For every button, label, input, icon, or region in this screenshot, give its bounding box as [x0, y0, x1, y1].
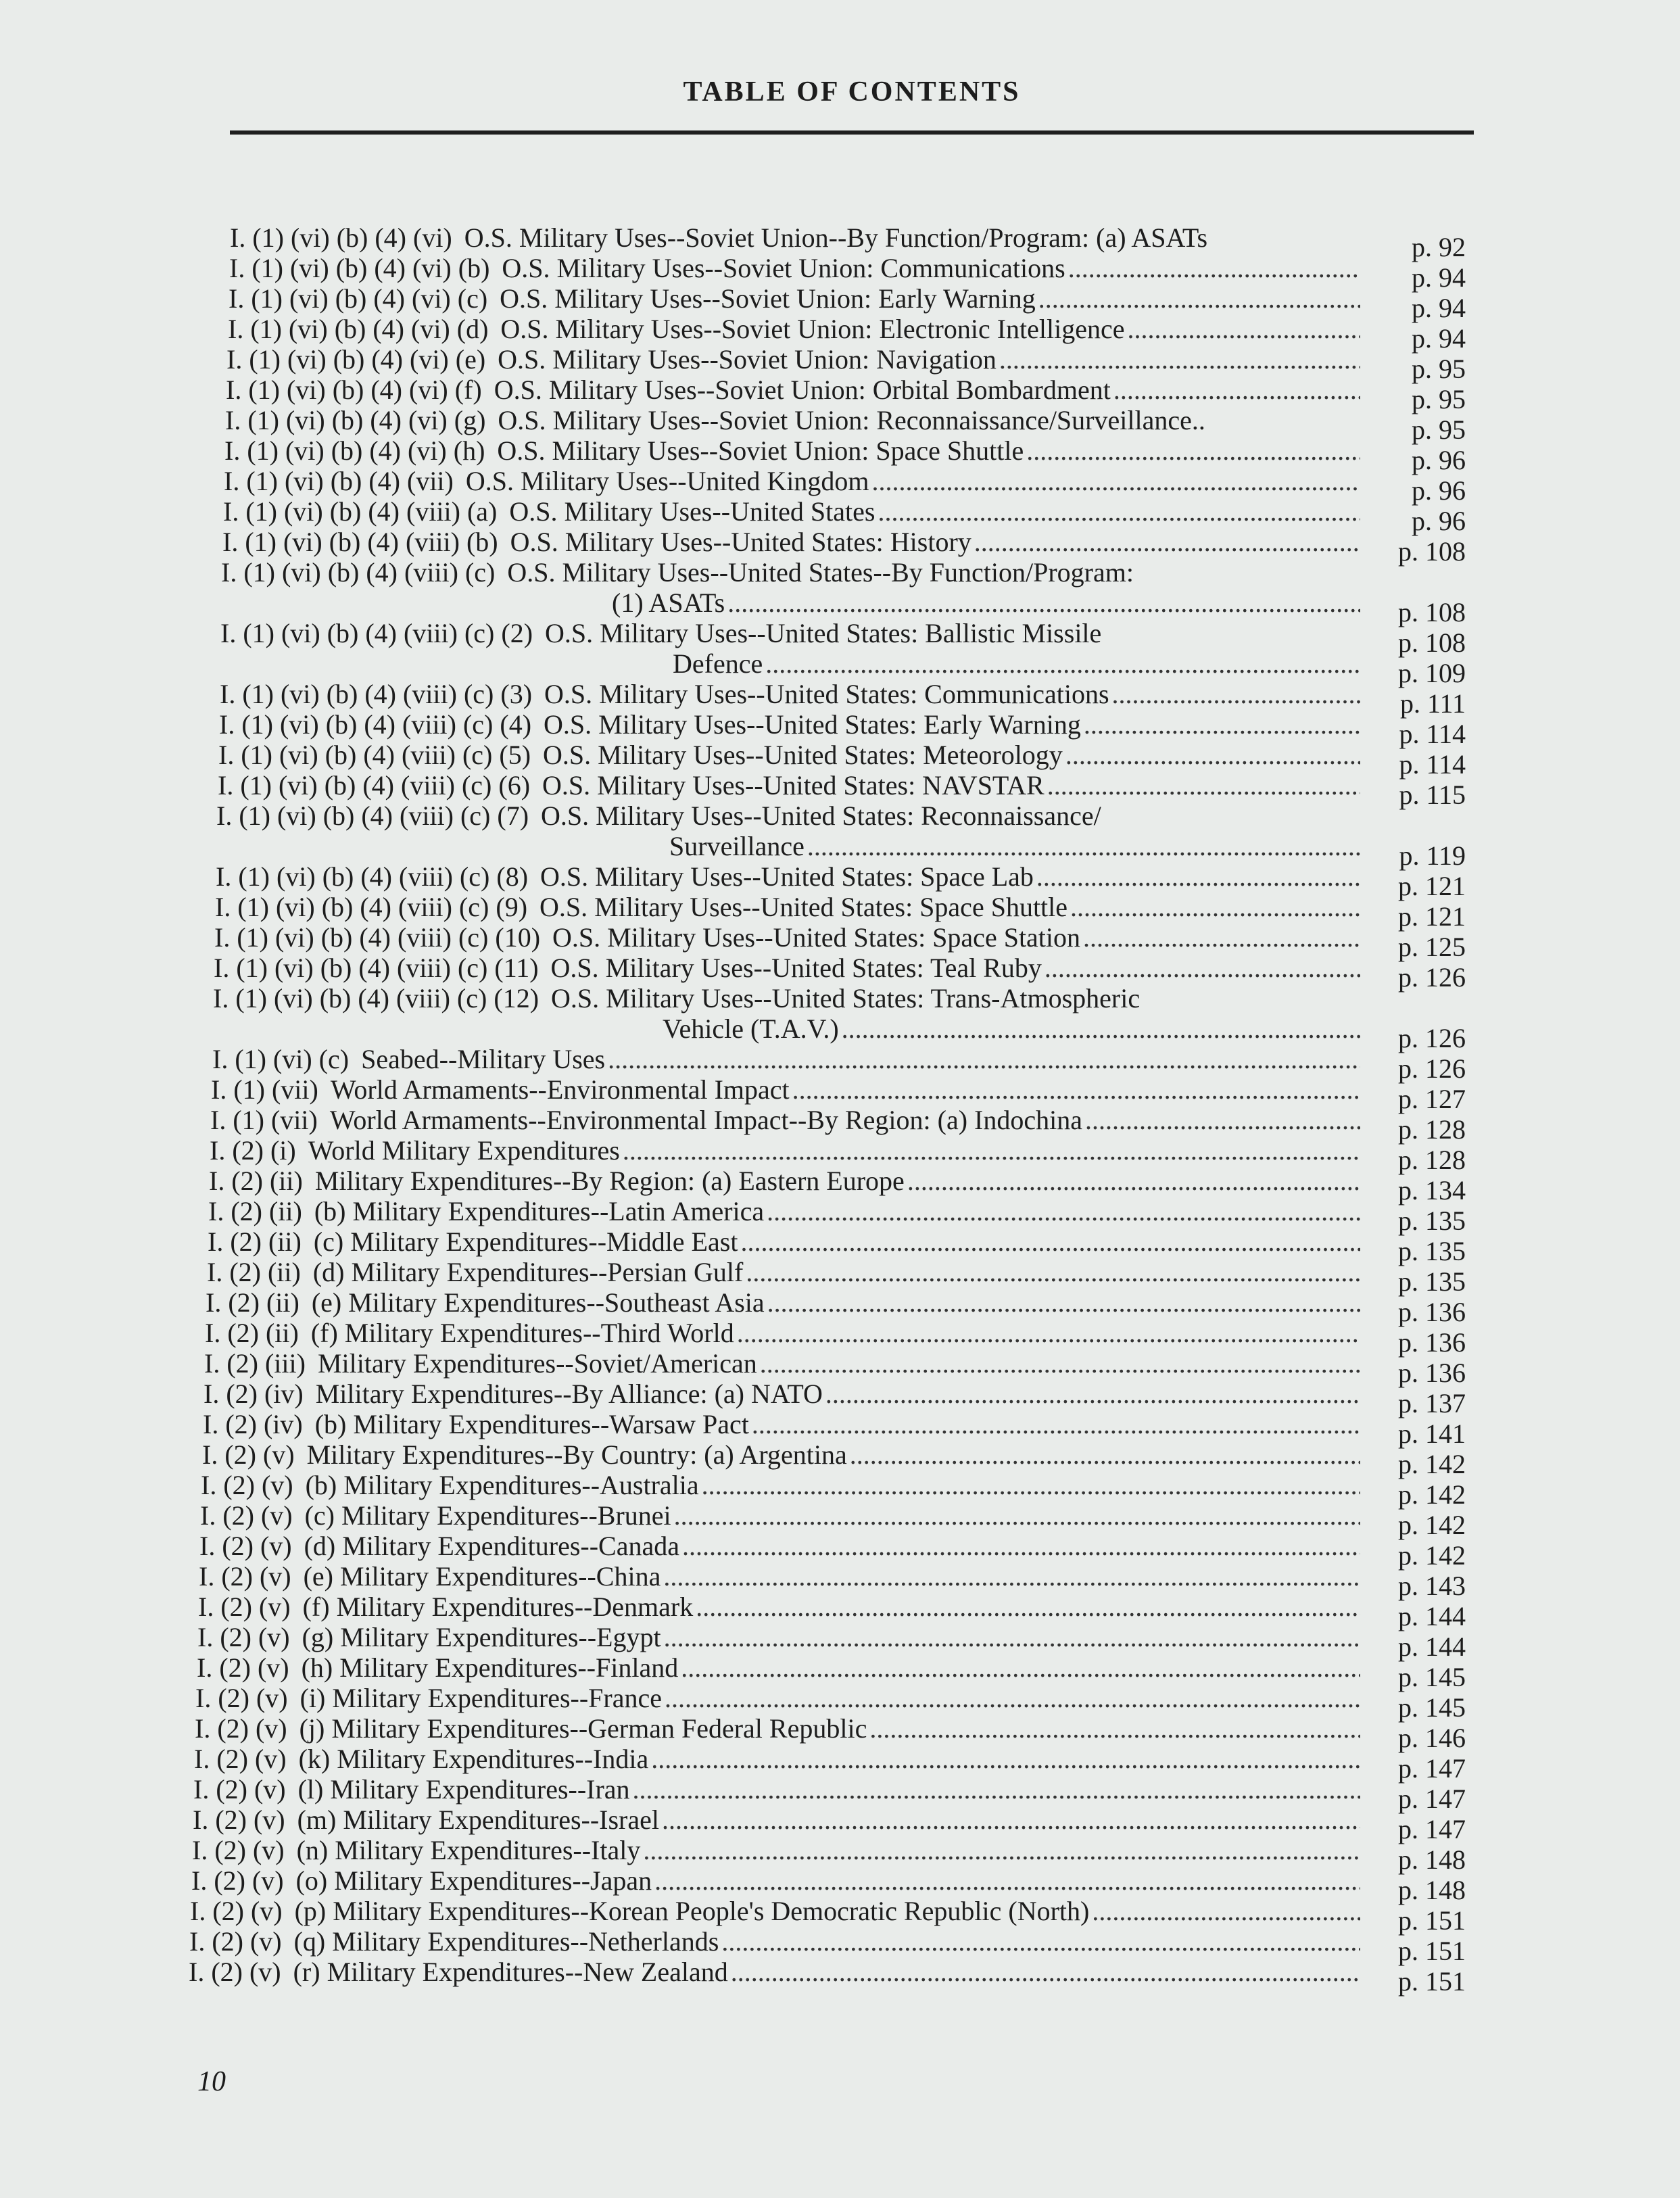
entry-number: I. (2) (v)	[195, 1683, 288, 1713]
dot-leader	[1026, 436, 1360, 466]
entry-number: I. (1) (vi) (b) (4) (viii) (c)	[221, 557, 496, 588]
dot-leader	[1045, 953, 1360, 983]
dot-leader	[702, 1471, 1360, 1500]
dot-leader	[643, 1836, 1360, 1865]
entry-page: p. 151	[1398, 1936, 1466, 1966]
entry-page: p. 119	[1399, 840, 1466, 871]
toc-entry	[230, 222, 1466, 262]
toc-entry	[197, 1652, 1466, 1692]
toc-entry	[202, 1439, 1466, 1479]
dot-leader	[1083, 923, 1360, 953]
toc-entry	[193, 1805, 1466, 1844]
entry-title: World Armaments--Environmental Impact--By Region: (a) Indochina	[329, 1105, 1082, 1135]
toc-entry	[226, 375, 1466, 414]
entry-title: (g) Military Expenditures--Egypt	[302, 1622, 661, 1652]
toc-entry	[192, 1835, 1466, 1875]
toc-entry	[189, 1926, 1466, 1966]
toc-entry	[229, 253, 1466, 293]
entry-title: O.S. Military Uses--Soviet Union--By Function/Program: (a) ASATs	[464, 222, 1208, 253]
entry-title: (k) Military Expenditures--India	[298, 1744, 649, 1774]
entry-page: p. 144	[1398, 1631, 1466, 1662]
entry-page: p. 142	[1398, 1449, 1466, 1479]
entry-page: p. 144	[1398, 1601, 1466, 1631]
entry-page: p. 108	[1398, 597, 1466, 627]
entry-number: I. (2) (v)	[200, 1500, 293, 1531]
entry-number: I. (2) (ii)	[206, 1287, 299, 1318]
entry-page: p. 114	[1399, 719, 1466, 749]
toc-entry	[220, 618, 1466, 658]
entry-page: p. 127	[1398, 1084, 1466, 1114]
entry-title: O.S. Military Uses--United States: Reconnaissance/	[541, 801, 1101, 831]
entry-number: I. (2) (v)	[197, 1622, 290, 1652]
toc-entry	[199, 1561, 1466, 1601]
entry-number: I. (2) (v)	[197, 1652, 289, 1683]
entry-number: I. (1) (vi) (b) (4) (viii) (c) (6)	[218, 770, 531, 801]
entry-number: I. (2) (ii)	[208, 1196, 302, 1226]
entry-number: I. (1) (vi) (c)	[212, 1044, 350, 1074]
entry-title: Defence	[673, 648, 763, 679]
entry-title: (i) Military Expenditures--France	[299, 1683, 662, 1713]
dot-leader	[842, 1014, 1360, 1044]
dot-leader	[767, 1197, 1360, 1226]
entry-page: p. 151	[1398, 1905, 1466, 1936]
entry-title: (p) Military Expenditures--Korean People's Democratic Republic (North)	[294, 1896, 1090, 1926]
entry-number: I. (2) (ii)	[208, 1226, 302, 1257]
entry-number: I. (2) (v)	[202, 1439, 295, 1470]
entry-title: (j) Military Expenditures--German Federal Republic	[299, 1713, 867, 1744]
entry-title: O.S. Military Uses--United States: Communications	[544, 679, 1109, 709]
entry-title: Military Expenditures--By Alliance: (a) NATO	[315, 1379, 823, 1409]
entry-page: p. 135	[1398, 1266, 1466, 1297]
dot-leader	[752, 1410, 1360, 1439]
dot-leader	[792, 1075, 1360, 1105]
dot-leader	[663, 1562, 1360, 1592]
entry-page: p. 146	[1398, 1723, 1466, 1753]
entry-title: (1) ASATs	[612, 588, 725, 618]
entry-title: (q) Military Expenditures--Netherlands	[293, 1926, 719, 1957]
toc-entry	[222, 527, 1466, 567]
toc-entry	[225, 405, 1466, 445]
entry-number: I. (2) (iv)	[203, 1409, 303, 1439]
entry-title: O.S. Military Uses--United States: Space Shuttle	[539, 892, 1068, 922]
dot-leader	[1092, 1896, 1360, 1926]
entry-page: p. 135	[1398, 1236, 1466, 1266]
dot-leader	[740, 1227, 1360, 1257]
toc-entry	[212, 1044, 1466, 1084]
entry-title: (e) Military Expenditures--China	[303, 1561, 661, 1592]
entry-page: p. 136	[1398, 1358, 1466, 1388]
entry-page: p. 142	[1398, 1510, 1466, 1540]
dot-leader	[974, 527, 1360, 557]
entry-title: O.S. Military Uses--United States: Ballistic Missile	[545, 618, 1102, 648]
entry-number: I. (2) (v)	[189, 1957, 281, 1987]
entry-number: I. (1) (vi) (b) (4) (viii) (c) (11)	[214, 953, 539, 983]
entry-title: (d) Military Expenditures--Canada	[304, 1531, 679, 1561]
toc-entry	[195, 1683, 1466, 1723]
entry-page: p. 135	[1398, 1205, 1466, 1236]
entry-number: I. (2) (i)	[210, 1135, 296, 1166]
entry-number: I. (1) (vi) (b) (4) (viii) (c) (3)	[220, 679, 533, 709]
entry-number: I. (2) (v)	[193, 1774, 286, 1805]
dot-leader	[907, 1166, 1360, 1196]
entry-number: I. (1) (vi) (b) (4) (viii) (c) (7)	[216, 801, 529, 831]
entry-page: p. 111	[1399, 688, 1466, 719]
dot-leader	[1128, 314, 1360, 344]
entry-page: p. 115	[1399, 780, 1466, 810]
entry-title: O.S. Military Uses--Soviet Union: Space Shuttle	[497, 435, 1024, 466]
entry-title: (c) Military Expenditures--Middle East	[313, 1226, 738, 1257]
dot-leader	[662, 1805, 1360, 1835]
entry-number: I. (2) (v)	[199, 1531, 292, 1561]
toc-entry	[203, 1409, 1466, 1449]
entry-page: p. 128	[1398, 1145, 1466, 1175]
toc-entry	[208, 1196, 1466, 1236]
entry-title: (e) Military Expenditures--Southeast Asia	[311, 1287, 765, 1318]
entry-number: I. (1) (vi) (b) (4) (viii) (b)	[222, 527, 498, 557]
entry-number: I. (2) (v)	[198, 1592, 291, 1622]
entry-page: p. 141	[1398, 1418, 1466, 1449]
toc-entry	[205, 1318, 1466, 1358]
entry-title: O.S. Military Uses--Soviet Union: Electronic Intelligence	[500, 314, 1125, 344]
entry-number: I. (1) (vi) (b) (4) (vi) (h)	[224, 435, 485, 466]
entry-number: I. (2) (ii)	[205, 1318, 299, 1348]
entry-page: p. 148	[1398, 1844, 1466, 1875]
toc-entry	[211, 1074, 1466, 1114]
toc-entry	[214, 922, 1466, 962]
toc-entry	[214, 953, 1466, 993]
entry-number: I. (1) (vi) (b) (4) (vii)	[224, 466, 454, 496]
entry-title: O.S. Military Uses--United States: NAVSTAR	[542, 770, 1045, 801]
dot-leader	[1047, 771, 1360, 801]
entry-title: Military Expenditures--Soviet/American	[317, 1348, 757, 1379]
dot-leader	[767, 1288, 1360, 1318]
toc-entry	[221, 558, 1466, 588]
entry-page: p. 128	[1398, 1114, 1466, 1145]
page-title: TABLE OF CONTENTS	[683, 76, 1021, 107]
toc-entry	[213, 984, 1466, 1013]
toc-entry	[224, 435, 1466, 475]
entry-number: I. (2) (v)	[193, 1805, 285, 1835]
entry-title: Military Expenditures--By Country: (a) Argentina	[306, 1439, 847, 1470]
entry-title: World Armaments--Environmental Impact	[330, 1074, 790, 1105]
dot-leader	[651, 1744, 1360, 1774]
entry-title: O.S. Military Uses--United States: Teal Ruby	[550, 953, 1042, 983]
dot-leader	[1112, 679, 1360, 709]
toc-entry	[203, 1379, 1466, 1418]
entry-title: (n) Military Expenditures--Italy	[296, 1835, 641, 1865]
entry-page: p. 147	[1398, 1814, 1466, 1844]
toc-entry	[226, 344, 1466, 384]
dot-leader	[654, 1866, 1360, 1896]
entry-page: p. 147	[1398, 1784, 1466, 1814]
toc-entry	[191, 1865, 1466, 1905]
entry-title: O.S. Military Uses--United States: Meteorology	[543, 740, 1063, 770]
entry-number: I. (1) (vi) (b) (4) (vi) (c)	[229, 283, 488, 314]
toc-entry	[219, 709, 1466, 749]
page-number: 10	[197, 2066, 226, 2097]
entry-title: O.S. Military Uses--Soviet Union: Communications	[502, 253, 1065, 283]
entry-page: p. 108	[1398, 536, 1466, 567]
entry-page: p. 96	[1412, 475, 1466, 506]
entry-page: p. 114	[1399, 749, 1466, 780]
entry-page: p. 136	[1398, 1297, 1466, 1327]
entry-number: I. (1) (vi) (b) (4) (viii) (c) (4)	[219, 709, 532, 740]
entry-page: p. 95	[1412, 414, 1466, 445]
entry-title: (h) Military Expenditures--Finland	[301, 1652, 679, 1683]
dot-leader	[674, 1501, 1360, 1531]
entry-title: Military Expenditures--By Region: (a) Eastern Europe	[314, 1166, 905, 1196]
entry-title: World Military Expenditures	[308, 1135, 620, 1166]
entry-page: p. 126	[1398, 1023, 1466, 1053]
entry-number: I. (1) (vii)	[210, 1105, 318, 1135]
entry-title: O.S. Military Uses--Soviet Union: Early Warning	[500, 283, 1036, 314]
entry-page: p. 121	[1398, 901, 1466, 932]
dot-leader	[731, 1957, 1360, 1987]
entry-page: p. 126	[1398, 1053, 1466, 1084]
entry-number: I. (2) (ii)	[207, 1257, 301, 1287]
entry-page: p. 142	[1398, 1540, 1466, 1571]
entry-page: p. 142	[1398, 1479, 1466, 1510]
entry-title: (o) Military Expenditures--Japan	[295, 1865, 652, 1896]
dot-leader	[807, 832, 1360, 861]
entry-page: p. 96	[1412, 506, 1466, 536]
entry-number: I. (1) (vi) (b) (4) (viii) (c) (12)	[213, 983, 539, 1013]
entry-title: (c) Military Expenditures--Brunei	[304, 1500, 671, 1531]
toc-entry-continuation	[612, 588, 1466, 627]
dot-leader	[765, 649, 1360, 679]
entry-page: p. 94	[1412, 293, 1466, 323]
entry-page: p. 109	[1398, 658, 1466, 688]
toc-entry	[209, 1166, 1466, 1205]
entry-number: I. (2) (v)	[199, 1561, 291, 1592]
dot-leader	[737, 1318, 1360, 1348]
toc-entry	[197, 1622, 1466, 1662]
entry-number: I. (1) (vi) (b) (4) (viii) (c) (5)	[218, 740, 531, 770]
toc-entry	[218, 740, 1466, 780]
toc-entry-continuation	[673, 648, 1466, 688]
toc-entry-continuation	[663, 1013, 1466, 1053]
dot-leader	[633, 1775, 1360, 1805]
toc-entry-continuation	[669, 831, 1466, 871]
toc-entry	[210, 1105, 1466, 1145]
toc-entry	[195, 1713, 1466, 1753]
toc-entry	[208, 1226, 1466, 1266]
dot-leader	[682, 1531, 1360, 1561]
entry-number: I. (2) (v)	[192, 1835, 285, 1865]
entry-title: O.S. Military Uses--Soviet Union: Reconnaissance/Surveillance..	[498, 405, 1205, 435]
entry-number: I. (2) (v)	[190, 1896, 283, 1926]
entry-page: p. 148	[1398, 1875, 1466, 1905]
dot-leader	[696, 1592, 1360, 1622]
toc-entry	[204, 1348, 1466, 1388]
entry-page: p. 92	[1412, 232, 1466, 262]
entry-title: (d) Military Expenditures--Persian Gulf	[312, 1257, 744, 1287]
toc-entry	[200, 1500, 1466, 1540]
toc-entry	[199, 1531, 1466, 1571]
entry-title: O.S. Military Uses--United Kingdom	[465, 466, 869, 496]
dot-leader	[665, 1683, 1360, 1713]
toc-entry	[228, 314, 1466, 354]
entry-title: O.S. Military Uses--United States	[509, 496, 875, 527]
dot-leader	[825, 1379, 1360, 1409]
dot-leader	[727, 588, 1360, 618]
dot-leader	[721, 1927, 1360, 1957]
entry-number: I. (1) (vi) (b) (4) (vi) (b)	[229, 253, 490, 283]
dot-leader	[1085, 1105, 1360, 1135]
toc-entry	[210, 1135, 1466, 1175]
entry-page: p. 121	[1398, 871, 1466, 901]
entry-title: O.S. Military Uses--United States: Early Warning	[544, 709, 1081, 740]
dot-leader	[869, 1714, 1360, 1744]
entry-title: Seabed--Military Uses	[361, 1044, 606, 1074]
entry-page: p. 151	[1398, 1966, 1466, 1997]
entry-page: p. 108	[1398, 627, 1466, 658]
entry-title: O.S. Military Uses--United States: History	[510, 527, 971, 557]
entry-title: O.S. Military Uses--United States: Space Station	[552, 922, 1081, 953]
toc-entry	[189, 1957, 1466, 1997]
entry-number: I. (1) (vi) (b) (4) (viii) (a)	[223, 496, 498, 527]
dot-leader	[1113, 375, 1360, 405]
entry-title: Surveillance	[669, 831, 805, 861]
toc-entry	[215, 892, 1466, 932]
entry-number: I. (2) (iv)	[203, 1379, 304, 1409]
entry-title: (r) Military Expenditures--New Zealand	[293, 1957, 728, 1987]
entry-title: O.S. Military Uses--United States: Trans-Atmospheric	[551, 983, 1141, 1013]
dot-leader	[872, 467, 1361, 496]
entry-number: I. (2) (ii)	[209, 1166, 303, 1196]
entry-number: I. (1) (vii)	[211, 1074, 318, 1105]
dot-leader	[999, 345, 1360, 375]
entry-number: I. (2) (iii)	[204, 1348, 306, 1379]
entry-page: p. 134	[1398, 1175, 1466, 1205]
toc-entry	[190, 1896, 1466, 1936]
entry-number: I. (1) (vi) (b) (4) (vi) (f)	[226, 375, 482, 405]
entry-number: I. (1) (vi) (b) (4) (viii) (c) (9)	[215, 892, 528, 922]
entry-title: (b) Military Expenditures--Australia	[305, 1470, 699, 1500]
entry-title: (b) Military Expenditures--Latin America	[314, 1196, 765, 1226]
entry-title: O.S. Military Uses--Soviet Union: Navigation	[498, 344, 997, 375]
entry-title: O.S. Military Uses--United States--By Function/Program:	[507, 557, 1134, 588]
entry-number: I. (1) (vi) (b) (4) (vi) (g)	[225, 405, 486, 435]
dot-leader	[664, 1623, 1360, 1652]
dot-leader	[760, 1349, 1360, 1379]
toc-entry	[220, 679, 1466, 719]
entry-page: p. 145	[1398, 1662, 1466, 1692]
entry-number: I. (2) (v)	[201, 1470, 293, 1500]
entry-title: O.S. Military Uses--Soviet Union: Orbital Bombardment	[494, 375, 1111, 405]
entry-number: I. (1) (vi) (b) (4) (vi) (d)	[228, 314, 489, 344]
entry-number: I. (1) (vi) (b) (4) (viii) (c) (8)	[216, 861, 529, 892]
dot-leader	[681, 1653, 1360, 1683]
entry-number: I. (2) (v)	[194, 1744, 287, 1774]
toc-entry	[206, 1287, 1466, 1327]
entry-number: I. (2) (v)	[191, 1865, 284, 1896]
entry-page: p. 95	[1412, 384, 1466, 414]
entry-title: (l) Military Expenditures--Iran	[297, 1774, 630, 1805]
entry-number: I. (2) (v)	[189, 1926, 282, 1957]
entry-title: (m) Military Expenditures--Israel	[297, 1805, 659, 1835]
entry-title: O.S. Military Uses--United States: Space Lab	[540, 861, 1034, 892]
toc-entry	[201, 1470, 1466, 1510]
dot-leader	[608, 1045, 1360, 1074]
entry-title: (f) Military Expenditures--Third World	[310, 1318, 734, 1348]
toc-entry	[193, 1774, 1466, 1814]
entry-page: p. 136	[1398, 1327, 1466, 1358]
entry-number: I. (1) (vi) (b) (4) (viii) (c) (10)	[214, 922, 541, 953]
dot-leader	[746, 1258, 1360, 1287]
entry-page: p. 96	[1412, 445, 1466, 475]
entry-title: (f) Military Expenditures--Denmark	[302, 1592, 694, 1622]
dot-leader	[1065, 740, 1360, 770]
entry-number: I. (1) (vi) (b) (4) (vi)	[230, 222, 452, 253]
toc-entry	[194, 1744, 1466, 1784]
entry-title: Vehicle (T.A.V.)	[663, 1013, 839, 1044]
entry-title: (b) Military Expenditures--Warsaw Pact	[314, 1409, 749, 1439]
entry-page: p. 145	[1398, 1692, 1466, 1723]
dot-leader	[1068, 254, 1360, 283]
dot-leader	[623, 1136, 1360, 1166]
toc-entry	[223, 496, 1466, 536]
entry-page: p. 126	[1398, 962, 1466, 993]
dot-leader	[1084, 710, 1360, 740]
entry-page: p. 94	[1412, 323, 1466, 354]
dot-leader	[878, 497, 1360, 527]
entry-page: p. 143	[1398, 1571, 1466, 1601]
dot-leader	[1038, 284, 1360, 314]
toc-entry	[198, 1592, 1466, 1631]
dot-leader	[1070, 892, 1360, 922]
entry-page: p. 94	[1412, 262, 1466, 293]
toc-entry	[216, 861, 1466, 901]
entry-number: I. (1) (vi) (b) (4) (viii) (c) (2)	[220, 618, 533, 648]
entry-number: I. (2) (v)	[195, 1713, 287, 1744]
entry-page: p. 137	[1398, 1388, 1466, 1418]
toc-entry	[216, 801, 1466, 831]
toc-entry	[229, 283, 1466, 323]
entry-number: I. (1) (vi) (b) (4) (vi) (e)	[226, 344, 486, 375]
dot-leader	[1036, 862, 1360, 892]
dot-leader	[850, 1440, 1360, 1470]
entry-page: p. 147	[1398, 1753, 1466, 1784]
toc-entry	[218, 770, 1466, 810]
toc-entry	[224, 466, 1466, 506]
entry-page: p. 95	[1412, 354, 1466, 384]
toc-entry	[207, 1257, 1466, 1297]
entry-page: p. 125	[1398, 932, 1466, 962]
